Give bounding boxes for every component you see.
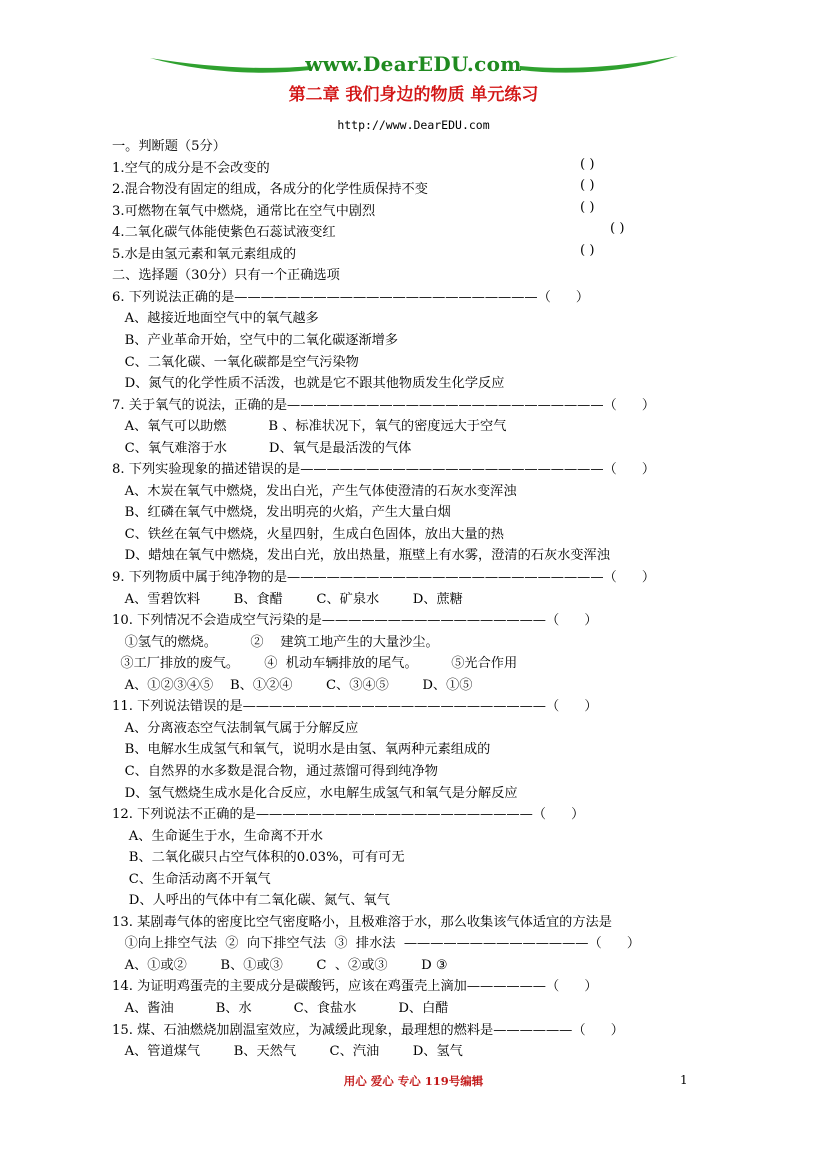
text-line: D、蜡烛在氧气中燃烧，发出白光，放出热量，瓶壁上有水雾，澄清的石灰水变浑浊 — [112, 548, 610, 564]
text-line: D、氢气燃烧生成水是化合反应，水电解生成氢气和氧气是分解反应 — [112, 785, 518, 801]
text-line: 8. 下列实验现象的描述错误的是———————————————————————（ ） — [112, 462, 656, 478]
text-line: ①向上排空气法 ② 向下排空气法 ③ 排水法 ——————————————（ ） — [112, 936, 641, 952]
site-logo-text[interactable]: www.DearEDU.com — [305, 52, 522, 76]
text-line: B、二氧化碳只占空气体积的0.03%，可有可无 — [112, 850, 405, 866]
site-url[interactable]: http://www.DearEDU.com — [337, 118, 490, 132]
answer-paren-1: ( ) — [580, 157, 595, 172]
text-line: 9. 下列物质中属于纯净物的是————————————————————————（ ） — [112, 570, 656, 585]
text-line: 14. 为证明鸡蛋壳的主要成分是碳酸钙，应该在鸡蛋壳上滴加——————（ ） — [112, 979, 598, 995]
text-line: 15. 煤、石油燃烧加剧温室效应，为减缓此现象，最理想的燃料是——————（ ） — [112, 1022, 624, 1038]
text-line: A、①或② B、①或③ C 、②或③ D ③ — [112, 957, 448, 973]
text-line: 二、选择题（30分）只有一个正确选项 — [112, 268, 340, 284]
text-line: A、①②③④⑤ B、①②④ C、③④⑤ D、①⑤ — [112, 677, 473, 693]
answer-paren-3: ( ) — [580, 200, 595, 215]
text-line: 13. 某剧毒气体的密度比空气密度略小，且极难溶于水，那么收集该气体适宜的方法是 — [112, 914, 612, 930]
text-line: B、电解水生成氢气和氧气，说明水是由氢、氧两种元素组成的 — [112, 742, 491, 758]
text-line: A、酱油 B、水 C、食盐水 D、白醋 — [112, 1001, 449, 1016]
text-line: B、红磷在氧气中燃烧，发出明亮的火焰，产生大量白烟 — [112, 505, 451, 521]
answer-paren-4: ( ) — [610, 221, 625, 236]
page-title: 第二章 我们身边的物质 单元练习 — [288, 85, 539, 105]
text-line: 3.可燃物在氧气中燃烧，通常比在空气中剧烈 — [112, 203, 376, 219]
text-line: D、人呼出的气体中有二氧化碳、氮气、氧气 — [112, 893, 390, 909]
text-line: 1.空气的成分是不会改变的 — [112, 160, 270, 176]
text-line: C、铁丝在氧气中燃烧，火星四射，生成白色固体，放出大量的热 — [112, 526, 504, 542]
text-line: A、管道煤气 B、天然气 C、汽油 D、氢气 — [112, 1044, 463, 1060]
text-line: 一。判断题（5分） — [112, 139, 226, 154]
text-line: 2.混合物没有固定的组成，各成分的化学性质保持不变 — [112, 182, 428, 198]
text-line: A、雪碧饮料 B、食醋 C、矿泉水 D、蔗糖 — [112, 591, 463, 607]
text-line: B、产业革命开始，空气中的二氧化碳逐渐增多 — [112, 332, 399, 348]
text-line: ③工厂排放的废气。 ④ 机动车辆排放的尾气。 ⑤光合作用 — [112, 656, 518, 672]
footer-note: 用心 爱心 专心 119号编辑 — [343, 1074, 484, 1088]
text-line: 10. 下列情况不会造成空气污染的是—————————————————（ ） — [112, 613, 598, 629]
text-line: 5.水是由氢元素和氧元素组成的 — [112, 246, 297, 262]
text-line: D、氮气的化学性质不活泼，也就是它不跟其他物质发生化学反应 — [112, 376, 505, 392]
text-line: 12. 下列说法不正确的是—————————————————————（ ） — [112, 807, 585, 823]
text-line: A、生命诞生于水，生命离不开水 — [112, 828, 323, 844]
text-line: C、生命活动离不开氧气 — [112, 871, 271, 887]
text-line: 11. 下列说法错误的是———————————————————————（ ） — [112, 699, 598, 715]
text-line: C、二氧化碳、一氧化碳都是空气污染物 — [112, 354, 359, 370]
text-line: A、越接近地面空气中的氧气越多 — [112, 311, 319, 327]
answer-paren-5: ( ) — [580, 243, 595, 258]
text-line: C、自然界的水多数是混合物，通过蒸馏可得到纯净物 — [112, 763, 438, 779]
text-line: A、氧气可以助燃 B 、标准状况下，氧气的密度远大于空气 — [112, 419, 507, 435]
text-line: A、木炭在氧气中燃烧，发出白光，产生气体使澄清的石灰水变浑浊 — [112, 483, 517, 499]
page-number: 1 — [680, 1073, 688, 1087]
text-line: 4.二氧化碳气体能使紫色石蕊试液变红 — [112, 225, 336, 241]
text-line: ①氢气的燃烧。 ② 建筑工地产生的大量沙尘。 — [112, 634, 439, 650]
text-line: A、分离液态空气法制氧气属于分解反应 — [112, 720, 359, 736]
answer-paren-2: ( ) — [580, 178, 595, 193]
text-line: 7. 关于氧气的说法，正确的是————————————————————————（ ） — [112, 397, 656, 413]
text-line: 6. 下列说法正确的是———————————————————————（ ） — [112, 289, 590, 305]
text-line: C、氧气难溶于水 D、氧气是最活泼的气体 — [112, 440, 412, 456]
